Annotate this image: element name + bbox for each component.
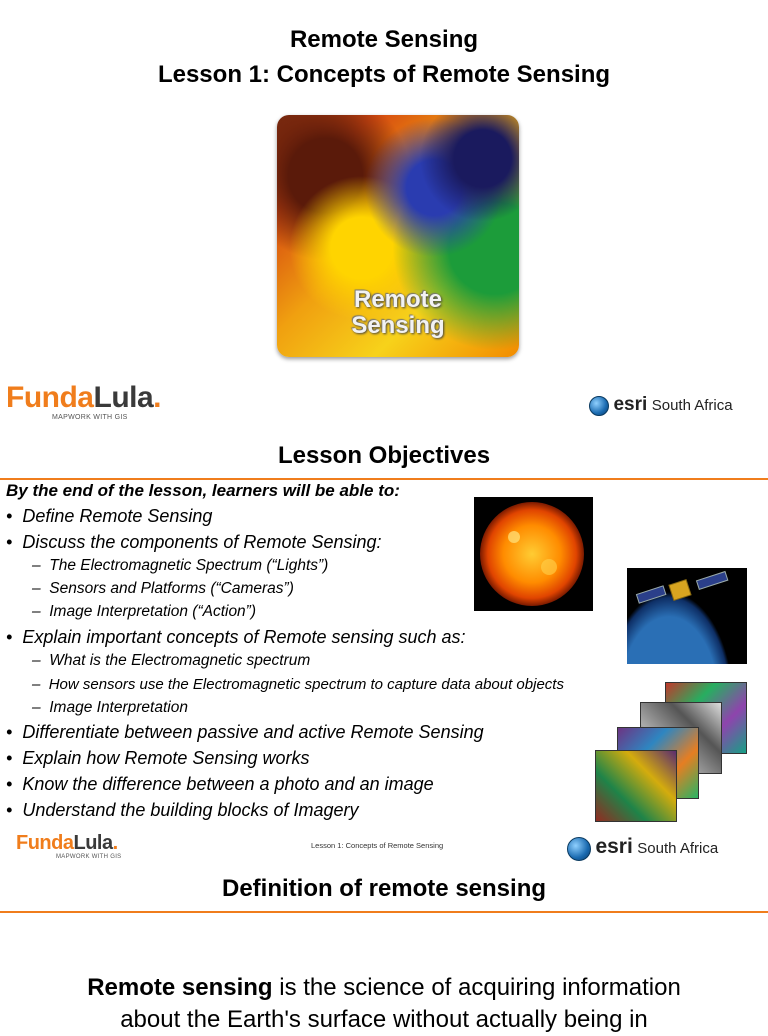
globe-icon [589,396,609,416]
sun-image [474,497,593,611]
bullet-item: • Know the difference between a photo and an image [6,774,434,794]
bullet-item: • Explain important concepts of Remote sensing such as: [6,627,466,647]
sub-bullet-item: – The Electromagnetic Spectrum (“Lights”) [32,557,329,574]
fundalula-logo-small: FundaLula. MAPWORK WITH GIS [16,832,122,860]
hero-label [277,287,519,339]
definition-title: Definition of remote sensing [221,875,547,902]
sub-bullet-item: – Image Interpretation [32,699,188,716]
definition-term: Remote sensing [87,974,273,1001]
sub-bullet-item: – Image Interpretation (“Action”) [32,603,257,620]
hero-label-line1: Remote [353,286,443,313]
esri-region: South Africa [651,397,733,414]
definition-text-line1: Remote sensing is the science of acquiring information [87,974,681,1001]
objectives-intro: By the end of the lesson, learners will be able to: [6,481,400,500]
sub-bullet-item: – What is the Electromagnetic spectrum [32,652,311,669]
fundalula-lula: Lula [93,381,154,414]
fundalula-tagline: MAPWORK WITH GIS [52,414,128,421]
globe-icon [567,837,591,861]
remote-sensing-hero-image [277,115,519,357]
bullet-item: • Differentiate between passive and active Remote Sensing [6,722,484,742]
hero-label-line2: Sensing [351,312,445,339]
sub-bullet-item: – Sensors and Platforms (“Cameras”) [32,580,294,597]
divider [0,911,768,913]
sub-bullet-item: – How sensors use the Electromagnetic spectrum to capture data about objects [32,676,564,693]
bullet-item: • Discuss the components of Remote Sensing: [6,532,382,552]
fundalula-logo: FundaLula. MAPWORK WITH GIS [6,381,162,421]
esri-logo [589,394,733,416]
esri-logo-small: esri South Africa [567,835,718,861]
bullet-item: • Explain how Remote Sensing works [6,748,310,768]
slide-footer-text: Lesson 1: Concepts of Remote Sensing [311,841,444,850]
esri-wordmark: esri [613,394,648,415]
definition-text-line2: about the Earth's surface without actually being in [120,1006,648,1033]
fundalula-funda: Funda [6,381,94,414]
bullet-item: • Define Remote Sensing [6,506,213,526]
objectives-title: Lesson Objectives [277,442,491,469]
imagery-stack [595,682,750,830]
bullet-item: • Understand the building blocks of Imagery [6,800,359,820]
slide-title: Remote Sensing [289,26,479,53]
lesson-subtitle: Lesson 1: Concepts of Remote Sensing [157,61,611,88]
satellite-image [627,568,747,664]
